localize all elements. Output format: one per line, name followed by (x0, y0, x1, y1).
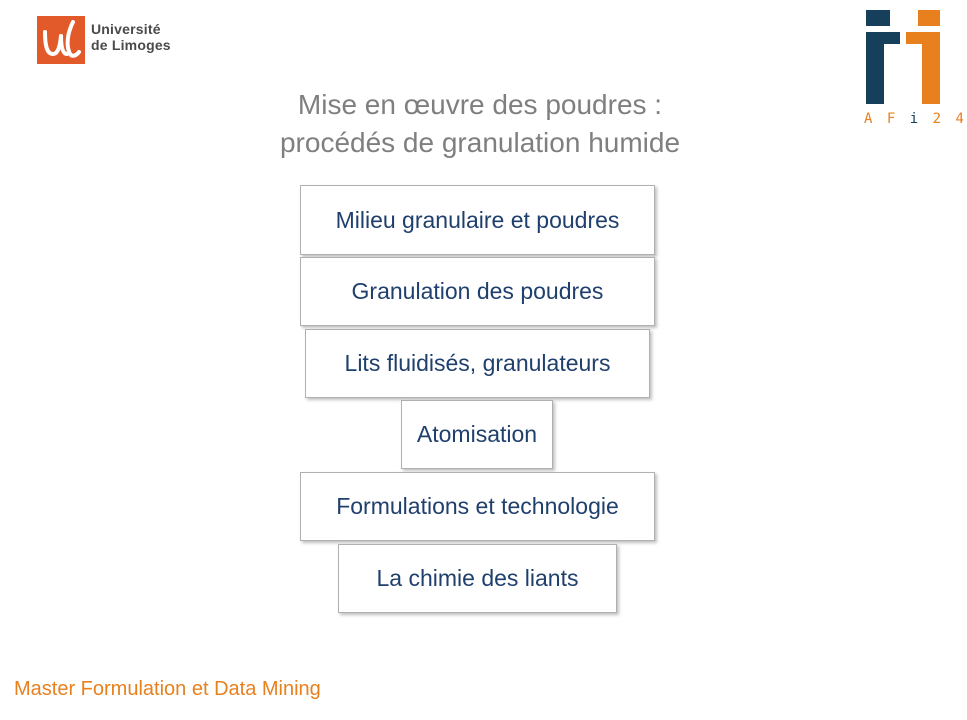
university-name (91, 21, 171, 53)
afi-text-24: 2 4 (921, 111, 967, 127)
topic-box[interactable]: Milieu granulaire et poudres (300, 185, 655, 255)
topic-box[interactable]: La chimie des liants (338, 544, 617, 613)
afi-text-af: A F (864, 111, 910, 127)
topic-box[interactable]: Formulations et technologie (300, 472, 655, 541)
slide-title-line2: procédés de granulation humide (279, 127, 681, 158)
afi24-logo-mark-icon (864, 10, 944, 110)
university-name-line2: de Limoges (91, 37, 171, 53)
afi24-logo (864, 10, 967, 130)
topic-box[interactable]: Atomisation (401, 400, 553, 469)
afi-text-i: i (909, 111, 922, 127)
slide-title-line1: Mise en œuvre des poudres : (297, 89, 663, 120)
university-name-line1: Université (91, 21, 161, 37)
university-logo (37, 16, 187, 66)
topic-box[interactable]: Granulation des poudres (300, 257, 655, 326)
topic-box[interactable]: Lits fluidisés, granulateurs (305, 329, 650, 398)
footer-program-name: Master Formulation et Data Mining (14, 678, 321, 700)
afi24-logo-text (864, 110, 967, 128)
slide-title (180, 86, 780, 162)
ul-logo-mark-icon (37, 16, 85, 64)
